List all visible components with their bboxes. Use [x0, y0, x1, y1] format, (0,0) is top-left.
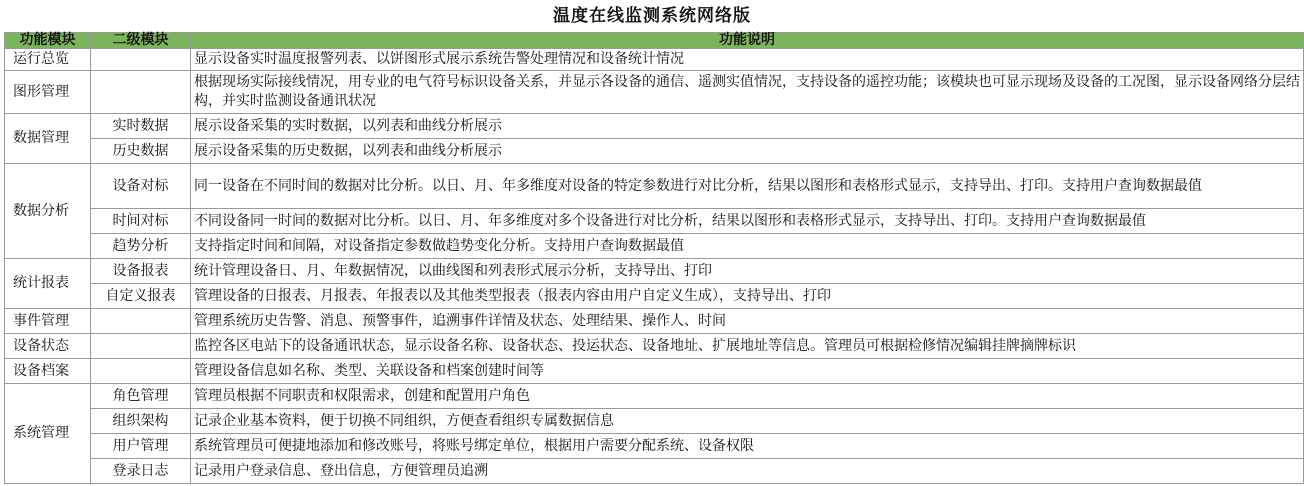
description-cell: 支持指定时间和间隔，对设备指定参数做趋势变化分析。支持用户查询数据最值 [191, 234, 1304, 259]
table-row [5, 164, 1304, 209]
table-row [5, 234, 1304, 259]
submodule-cell: 设备对标 [91, 164, 191, 209]
description-cell: 不同设备同一时间的数据对比分析。以日、月、年多维度对多个设备进行对比分析，结果以图形和表格形式显示，支持导出、打印。支持用户查询数据最值 [191, 209, 1304, 234]
table-row [5, 309, 1304, 334]
submodule-cell: 用户管理 [91, 434, 191, 459]
submodule-cell: 角色管理 [91, 384, 191, 409]
table-row [5, 284, 1304, 309]
submodule-cell [91, 71, 191, 114]
table-header-row [5, 33, 1304, 49]
description-cell: 管理员根据不同职责和权限需求，创建和配置用户角色 [191, 384, 1304, 409]
table-row [5, 359, 1304, 384]
description-cell: 统计管理设备日、月、年数据情况，以曲线图和列表形式展示分析，支持导出、打印 [191, 259, 1304, 284]
submodule-cell [91, 334, 191, 359]
table-row [5, 49, 1304, 71]
submodule-cell: 历史数据 [91, 139, 191, 164]
header-submodule: 二级模块 [91, 33, 191, 49]
header-module: 功能模块 [5, 33, 91, 49]
description-cell: 展示设备采集的历史数据，以列表和曲线分析展示 [191, 139, 1304, 164]
submodule-cell [91, 309, 191, 334]
description-cell: 管理设备的日报表、月报表、年报表以及其他类型报表（报表内容由用户自定义生成），支持导出、打印 [191, 284, 1304, 309]
module-cell: 设备状态 [5, 334, 91, 359]
description-cell: 管理设备信息如名称、类型、关联设备和档案创建时间等 [191, 359, 1304, 384]
table-row [5, 209, 1304, 234]
submodule-cell: 自定义报表 [91, 284, 191, 309]
module-cell: 数据分析 [5, 164, 91, 259]
module-cell: 统计报表 [5, 259, 91, 309]
table-row [5, 384, 1304, 409]
feature-table [4, 32, 1304, 484]
submodule-cell: 实时数据 [91, 114, 191, 139]
description-cell: 系统管理员可便捷地添加和修改账号，将账号绑定单位，根据用户需要分配系统、设备权限 [191, 434, 1304, 459]
description-cell: 记录用户登录信息、登出信息，方便管理员追溯 [191, 459, 1304, 484]
submodule-cell: 组织架构 [91, 409, 191, 434]
description-cell: 显示设备实时温度报警列表、以饼图形式展示系统告警处理情况和设备统计情况 [191, 49, 1304, 71]
table-row [5, 139, 1304, 164]
description-cell: 根据现场实际接线情况，用专业的电气符号标识设备关系，并显示各设备的通信、遥测实值情况，支持设备的遥控功能；该模块也可显示现场及设备的工况图，显示设备网络分层结构，并实时监测设备通讯状况 [191, 71, 1304, 114]
header-description: 功能说明 [191, 33, 1304, 49]
module-cell: 运行总览 [5, 49, 91, 71]
module-cell: 事件管理 [5, 309, 91, 334]
table-row [5, 334, 1304, 359]
module-cell: 数据管理 [5, 114, 91, 164]
description-cell: 同一设备在不同时间的数据对比分析。以日、月、年多维度对设备的特定参数进行对比分析，结果以图形和表格形式显示，支持导出、打印。支持用户查询数据最值 [191, 164, 1304, 209]
submodule-cell: 设备报表 [91, 259, 191, 284]
submodule-cell [91, 359, 191, 384]
table-row [5, 259, 1304, 284]
page-title: 温度在线监测系统网络版 [553, 6, 751, 26]
table-row [5, 114, 1304, 139]
module-cell: 设备档案 [5, 359, 91, 384]
module-cell: 图形管理 [5, 71, 91, 114]
table-row [5, 409, 1304, 434]
submodule-cell: 时间对标 [91, 209, 191, 234]
description-cell: 展示设备采集的实时数据，以列表和曲线分析展示 [191, 114, 1304, 139]
description-cell: 记录企业基本资料，便于切换不同组织，方便查看组织专属数据信息 [191, 409, 1304, 434]
table-row [5, 71, 1304, 114]
submodule-cell: 趋势分析 [91, 234, 191, 259]
module-cell: 系统管理 [5, 384, 91, 484]
submodule-cell [91, 49, 191, 71]
description-cell: 监控各区电站下的设备通讯状态，显示设备名称、设备状态、投运状态、设备地址、扩展地址等信息。管理员可根据检修情况编辑挂牌摘牌标识 [191, 334, 1304, 359]
table-row [5, 459, 1304, 484]
table-row [5, 434, 1304, 459]
description-cell: 管理系统历史告警、消息、预警事件，追溯事件详情及状态、处理结果、操作人、时间 [191, 309, 1304, 334]
submodule-cell: 登录日志 [91, 459, 191, 484]
